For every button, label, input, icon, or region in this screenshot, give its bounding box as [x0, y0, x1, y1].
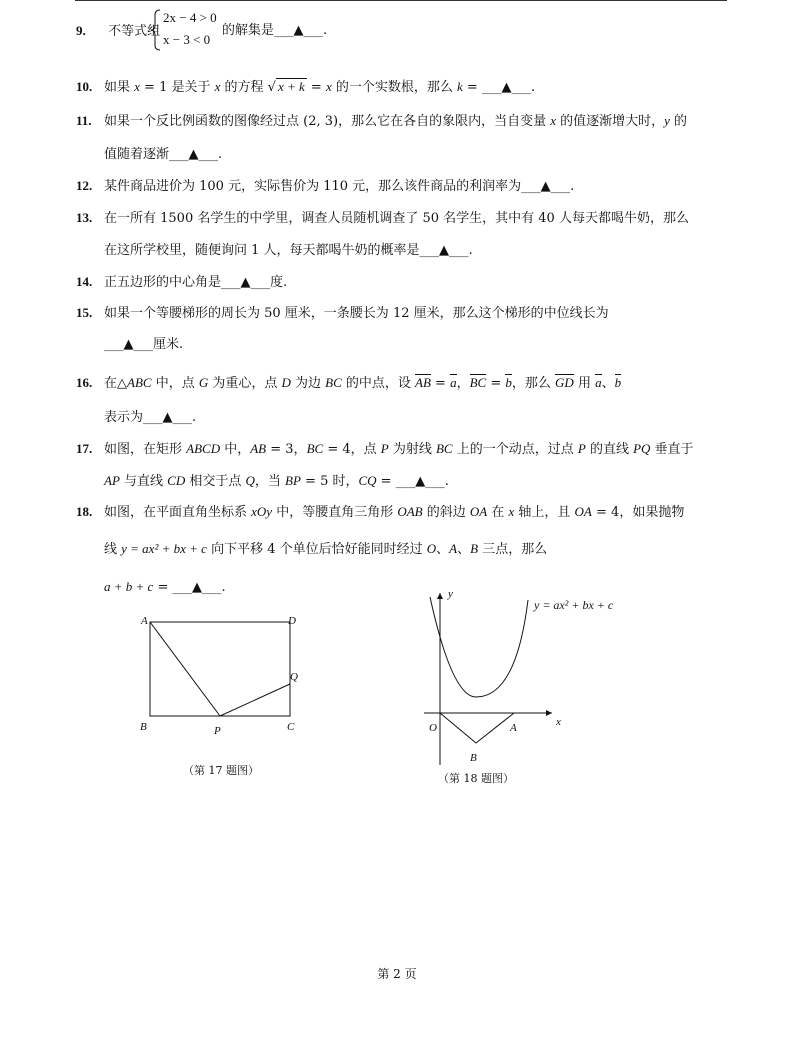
inequality-1: 2x − 4 > 0	[163, 10, 217, 25]
question-number: 9.	[76, 23, 86, 38]
figure-17	[132, 608, 312, 738]
triangle-OAB	[440, 713, 514, 743]
question-18: 18. 如图，在平面直角坐标系 xOy 中，等腰直角三角形 OAB 的斜边 OA 在 x 轴上，且 OA = 4，如果抛物	[76, 504, 685, 520]
answer-blank: ___▲___.	[172, 580, 226, 595]
question-number: 15.	[76, 305, 93, 320]
answer-blank: ___▲___.	[481, 80, 536, 95]
question-18-line3: a + b + c = ___▲___.	[104, 579, 226, 595]
left-brace-icon	[150, 9, 162, 51]
question-16: 16. 在△ABC 中，点 G 为重心，点 D 为边 BC 的中点，设 AB = a，BC = b，那么 GD 用 a、b	[76, 375, 622, 391]
answer-blank: ___▲___.	[169, 147, 223, 162]
question-number: 13.	[76, 210, 93, 225]
question-9-tail: 的解集是___▲___.	[222, 23, 328, 38]
vector-b: b	[505, 375, 512, 390]
vector-AB: AB	[415, 375, 431, 390]
answer-blank: ___▲___	[221, 275, 271, 290]
segment-PQ	[220, 684, 290, 716]
question-15: 15. 如果一个等腰梯形的周长为 50 厘米，一条腰长为 12 厘米，那么这个梯形的中位线长为	[76, 305, 609, 321]
top-rule	[75, 0, 727, 1]
question-11-line2: 值随着逐渐___▲___.	[104, 147, 223, 162]
question-number: 17.	[76, 441, 93, 456]
question-number: 11.	[76, 113, 92, 128]
question-number: 10.	[76, 79, 93, 94]
sqrt-sign: √	[267, 80, 276, 95]
answer-blank: ___▲___.	[521, 179, 575, 194]
vector-BC: BC	[469, 375, 487, 390]
question-11: 11. 如果一个反比例函数的图像经过点 (2, 3)，那么它在各自的象限内，当自变量 x 的值逐渐增大时，y 的	[76, 113, 688, 129]
question-16-line2: 表示为___▲___.	[104, 410, 197, 425]
page-footer: 第 2 页	[377, 967, 417, 981]
label-O: O	[429, 722, 437, 734]
label-B: B	[470, 752, 477, 764]
question-18-line2: 线 y = ax² + bx + c 向下平移 4 个单位后恰好能同时经过 O、A、B 三点，那么	[104, 541, 548, 557]
segment-AP	[150, 622, 220, 716]
vector-a: a	[595, 375, 602, 390]
question-13: 13. 在一所有 1500 名学生的中学里，调查人员随机调查了 50 名学生，其中有 40 人每天都喝牛奶，那么	[76, 210, 689, 226]
label-C: C	[287, 721, 295, 733]
answer-blank: ___▲___.	[419, 243, 473, 258]
figure-18-caption: （第 18 题图）	[438, 772, 514, 785]
radicand: x + k	[277, 79, 305, 94]
question-number: 12.	[76, 178, 93, 193]
parabola	[430, 597, 528, 697]
figure-17-caption: （第 17 题图）	[183, 764, 259, 777]
rectangle-ABCD	[150, 622, 290, 716]
label-A: A	[510, 722, 517, 734]
question-number: 16.	[76, 375, 93, 390]
figure-18	[418, 585, 648, 770]
vector-b: b	[614, 375, 622, 390]
label-B: B	[140, 721, 147, 733]
question-text: 不等式组	[108, 24, 161, 39]
answer-blank: ___▲___.	[274, 23, 328, 38]
question-number: 18.	[76, 504, 93, 519]
question-12: 12. 某件商品进价为 100 元，实际售价为 110 元，那么该件商品的利润率为___▲___.	[76, 178, 575, 194]
answer-blank: ___▲___	[104, 337, 153, 352]
question-15-line2: ___▲___厘米.	[104, 337, 184, 352]
question-17: 17. 如图，在矩形 ABCD 中，AB = 3，BC = 4，点 P 为射线 BC 上的一个动点，过点 P 的直线 PQ 垂直于	[76, 441, 694, 457]
question-13-line2: 在这所学校里，随便询问 1 人，每天都喝牛奶的概率是___▲___.	[104, 243, 473, 258]
vector-a: a	[450, 375, 457, 390]
inequality-2: x − 3 < 0	[163, 32, 211, 47]
question-17-line2: AP 与直线 CD 相交于点 Q，当 BP = 5 时，CQ = ___▲___.	[104, 473, 449, 489]
question-14: 14. 正五边形的中心角是___▲___度.	[76, 274, 288, 290]
question-number: 14.	[76, 274, 93, 289]
label-y: y	[448, 588, 453, 600]
answer-blank: ___▲___.	[395, 474, 449, 489]
label-D: D	[288, 615, 296, 627]
equation-label: y = ax² + bx + c	[534, 598, 614, 612]
label-Q: Q	[290, 671, 298, 683]
answer-blank: ___▲___.	[143, 410, 197, 425]
question-10: 10. 如果 x = 1 是关于 x 的方程 √ x + k = x 的一个实数根，那么 k = ___▲___.	[76, 79, 536, 95]
label-A: A	[141, 615, 148, 627]
vector-GD: GD	[555, 375, 574, 390]
label-x: x	[556, 716, 561, 728]
label-P: P	[214, 725, 221, 737]
